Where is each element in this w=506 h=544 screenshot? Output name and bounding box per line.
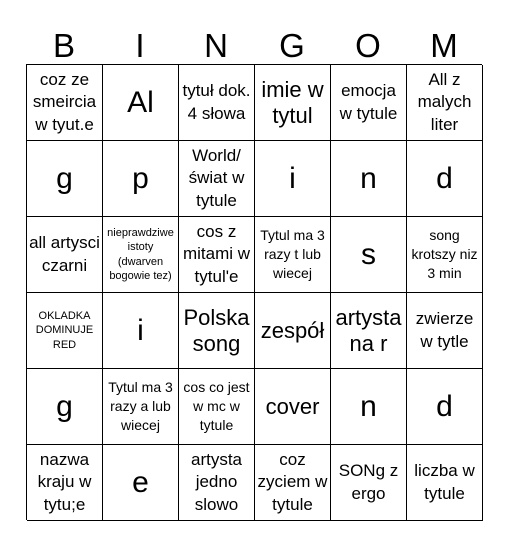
bingo-cell-r6-c2[interactable]: e <box>103 445 179 521</box>
header-letter-b: B <box>52 26 75 64</box>
bingo-cell-r2-c4[interactable]: i <box>255 141 331 217</box>
bingo-cell-r2-c5[interactable]: n <box>331 141 407 217</box>
bingo-cell-r6-c6[interactable]: liczba w tytule <box>407 445 483 521</box>
bingo-cell-r6-c1[interactable]: nazwa kraju w tytu;e <box>27 445 103 521</box>
bingo-cell-r3-c4[interactable]: Tytul ma 3 razy t lub wiecej <box>255 217 331 293</box>
bingo-header <box>26 26 482 64</box>
header-letter-i: I <box>135 26 145 64</box>
bingo-cell-r5-c5[interactable]: n <box>331 369 407 445</box>
bingo-cell-r1-c6[interactable]: All z malych liter <box>407 65 483 141</box>
bingo-cell-r3-c2[interactable]: nieprawdziwe istoty (dwarven bogowie tez) <box>103 217 179 293</box>
bingo-cell-r5-c1[interactable]: g <box>27 369 103 445</box>
bingo-cell-r2-c2[interactable]: p <box>103 141 179 217</box>
header-letter-g: G <box>279 26 305 64</box>
header-letter-n: N <box>204 26 228 64</box>
bingo-cell-r2-c3[interactable]: World/ świat w tytule <box>179 141 255 217</box>
bingo-cell-r4-c4[interactable]: zespół <box>255 293 331 369</box>
bingo-cell-r5-c4[interactable]: cover <box>255 369 331 445</box>
header-letter-m: M <box>430 26 458 64</box>
bingo-grid <box>26 64 482 520</box>
bingo-cell-r1-c2[interactable]: Al <box>103 65 179 141</box>
bingo-cell-r1-c5[interactable]: emocja w tytule <box>331 65 407 141</box>
bingo-cell-r4-c2[interactable]: i <box>103 293 179 369</box>
bingo-cell-r5-c6[interactable]: d <box>407 369 483 445</box>
bingo-cell-r6-c5[interactable]: SONg z ergo <box>331 445 407 521</box>
header-letter-o: O <box>355 26 381 64</box>
bingo-cell-r3-c3[interactable]: cos z mitami w tytul'e <box>179 217 255 293</box>
bingo-cell-r1-c1[interactable]: coz ze smeircia w tyut.e <box>27 65 103 141</box>
bingo-cell-r3-c5[interactable]: s <box>331 217 407 293</box>
bingo-cell-r1-c3[interactable]: tytuł dok. 4 słowa <box>179 65 255 141</box>
bingo-cell-r1-c4[interactable]: imie w tytul <box>255 65 331 141</box>
bingo-cell-r6-c4[interactable]: coz zyciem w tytule <box>255 445 331 521</box>
bingo-cell-r2-c1[interactable]: g <box>27 141 103 217</box>
bingo-cell-r4-c6[interactable]: zwierze w tytle <box>407 293 483 369</box>
bingo-cell-r6-c3[interactable]: artysta jedno slowo <box>179 445 255 521</box>
bingo-cell-r4-c3[interactable]: Polska song <box>179 293 255 369</box>
bingo-cell-r4-c1[interactable]: OKLADKA DOMINUJE RED <box>27 293 103 369</box>
bingo-cell-r2-c6[interactable]: d <box>407 141 483 217</box>
bingo-cell-r5-c2[interactable]: Tytul ma 3 razy a lub wiecej <box>103 369 179 445</box>
bingo-cell-r3-c1[interactable]: all artysci czarni <box>27 217 103 293</box>
bingo-cell-r3-c6[interactable]: song krotszy niz 3 min <box>407 217 483 293</box>
bingo-cell-r4-c5[interactable]: artysta na r <box>331 293 407 369</box>
bingo-cell-r5-c3[interactable]: cos co jest w mc w tytule <box>179 369 255 445</box>
